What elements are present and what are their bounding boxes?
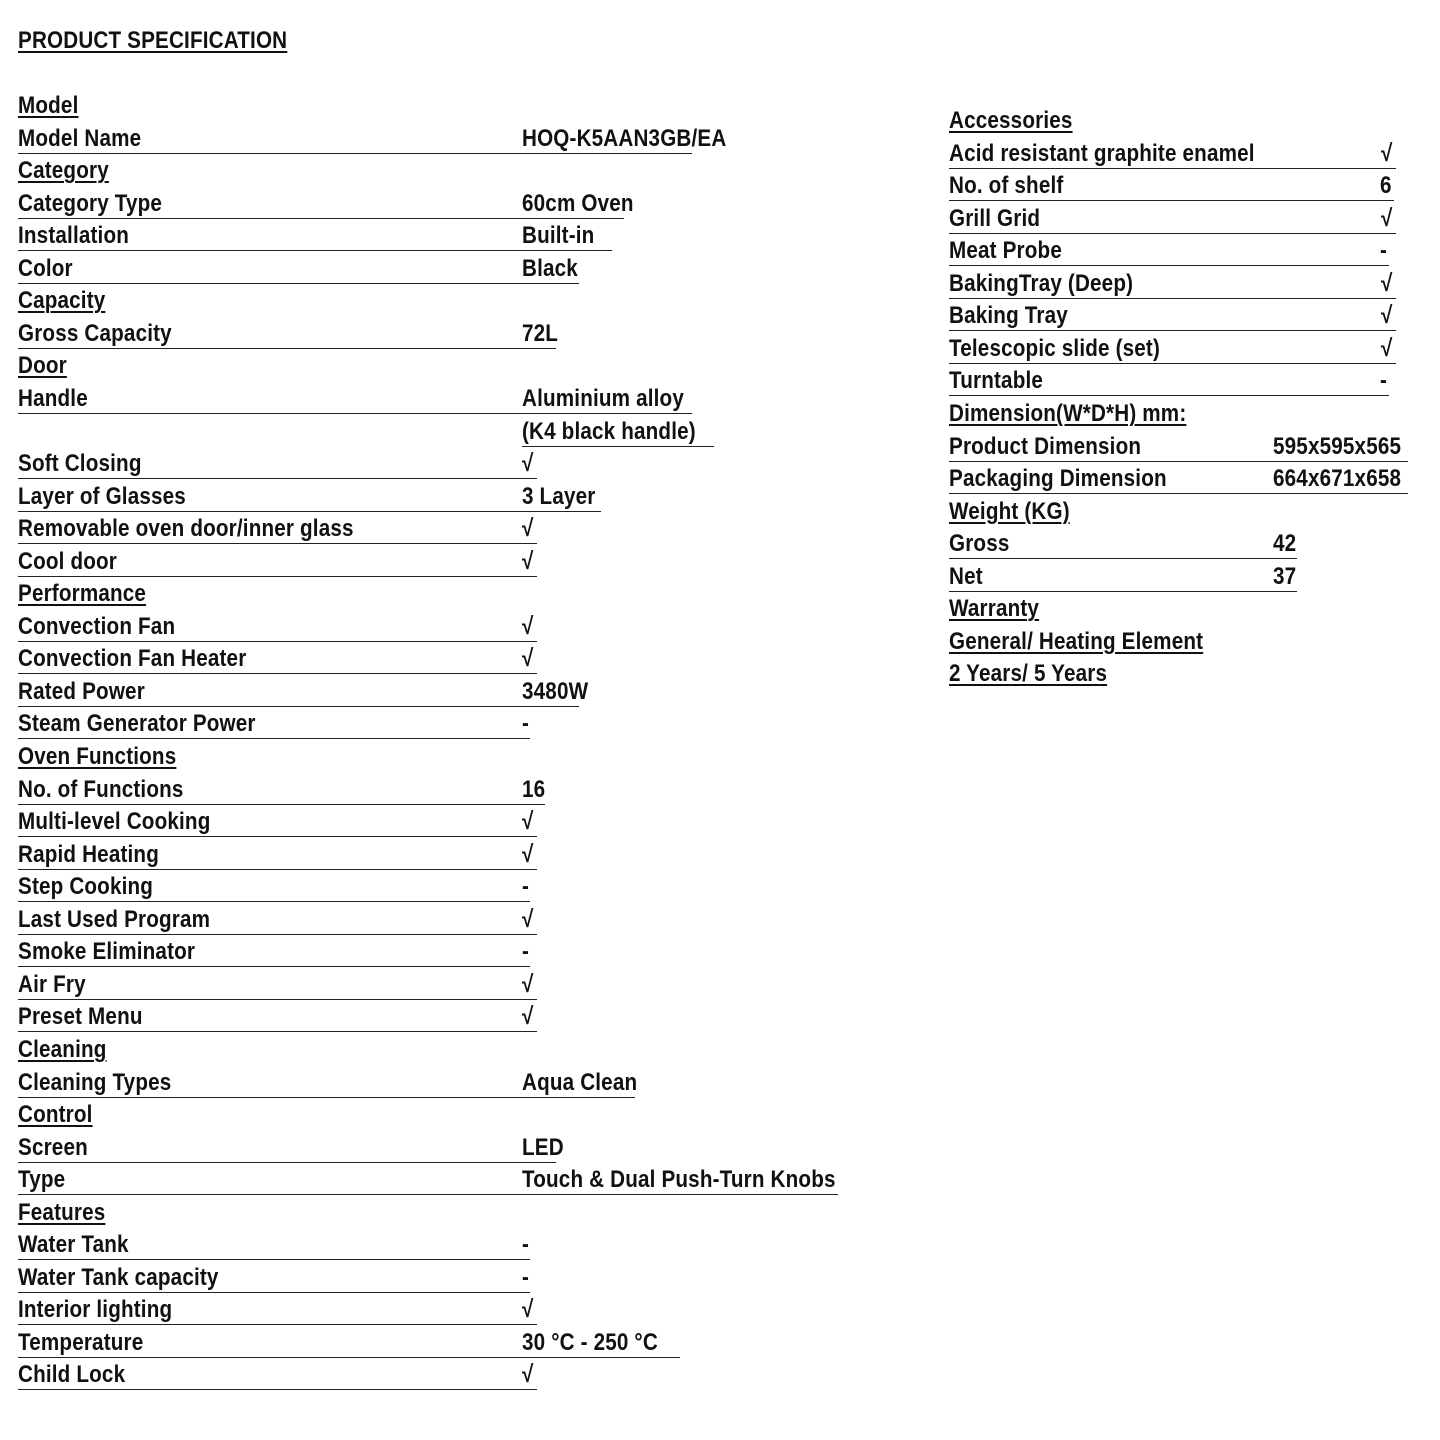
spec-value: - (522, 1263, 530, 1291)
spec-label: Temperature (18, 1328, 144, 1356)
spec-value: √ (1381, 269, 1393, 297)
spec-value: - (1380, 237, 1388, 265)
section-title: Category (18, 157, 109, 185)
row-underline (18, 576, 537, 577)
spec-label: Gross (949, 530, 1010, 558)
spec-value: HOQ-K5AAN3GB/EA (522, 124, 727, 152)
row-underline (18, 1389, 537, 1390)
spec-value: √ (522, 1003, 534, 1031)
row-underline (949, 493, 1408, 494)
section-title: Model (18, 92, 79, 119)
spec-label: Packaging Dimension (949, 465, 1167, 493)
row-underline (18, 804, 545, 805)
spec-value: √ (522, 515, 534, 543)
spec-label: Baking Tray (949, 302, 1068, 330)
section-title: General/ Heating Element (949, 627, 1204, 655)
row-underline (18, 966, 530, 967)
spec-value: 72L (522, 319, 559, 347)
row-underline (18, 836, 537, 837)
spec-value: √ (522, 547, 534, 575)
spec-value: √ (522, 1296, 534, 1324)
spec-label: Interior lighting (18, 1296, 173, 1324)
section-title: Warranty (949, 595, 1040, 623)
row-underline (18, 153, 692, 154)
spec-value: 42 (1273, 530, 1297, 558)
spec-label: Product Dimension (949, 432, 1142, 460)
spec-label: Smoke Eliminator (18, 938, 196, 966)
spec-value: √ (1381, 302, 1393, 330)
row-underline (18, 1031, 537, 1032)
spec-label: Type (18, 1166, 66, 1194)
spec-label: Meat Probe (949, 237, 1062, 265)
section-title: Features (18, 1198, 106, 1226)
spec-value: - (522, 938, 530, 966)
spec-value: √ (522, 905, 534, 933)
spec-value: Built-in (522, 222, 595, 250)
spec-label: Color (18, 254, 73, 282)
spec-label: Rapid Heating (18, 840, 159, 868)
row-underline (18, 738, 530, 739)
spec-value: √ (522, 970, 534, 998)
spec-value: 664x671x658 (1273, 465, 1402, 493)
spec-value: 16 (522, 775, 546, 803)
row-underline (949, 558, 1297, 559)
spec-value: 3480W (522, 677, 589, 705)
spec-value: 595x595x565 (1273, 432, 1402, 460)
spec-label: No. of shelf (949, 172, 1064, 200)
section-title: Accessories (949, 107, 1073, 134)
row-underline (18, 1194, 838, 1195)
spec-label: Telescopic slide (set) (949, 334, 1161, 362)
row-underline (18, 1097, 635, 1098)
spec-label: Multi-level Cooking (18, 808, 211, 836)
spec-label: Removable oven door/inner glass (18, 515, 354, 543)
row-underline (18, 478, 537, 479)
row-underline (18, 218, 624, 219)
row-underline (18, 1162, 556, 1163)
section-title: 2 Years/ 5 Years (949, 660, 1108, 688)
row-underline (18, 706, 579, 707)
spec-label: Layer of Glasses (18, 482, 186, 510)
row-underline (949, 233, 1396, 234)
spec-label: Model Name (18, 124, 142, 152)
row-underline (949, 591, 1297, 592)
row-underline (18, 511, 601, 512)
section-title: Capacity (18, 287, 106, 315)
spec-label: No. of Functions (18, 775, 184, 803)
spec-label: Step Cooking (18, 873, 154, 901)
row-underline (18, 901, 530, 902)
spec-label: Water Tank (18, 1231, 129, 1259)
page-title: PRODUCT SPECIFICATION (18, 27, 288, 54)
section-title: Oven Functions (18, 743, 177, 770)
spec-value: (K4 black handle) (522, 417, 696, 445)
spec-label: Screen (18, 1133, 88, 1161)
spec-label: Convection Fan (18, 612, 176, 640)
row-underline (18, 250, 612, 251)
row-underline (18, 283, 579, 284)
row-underline (522, 446, 714, 447)
row-underline (949, 461, 1408, 462)
spec-value: √ (522, 808, 534, 836)
spec-value: √ (522, 645, 534, 673)
row-underline (18, 1324, 537, 1325)
spec-value: Touch & Dual Push-Turn Knobs (522, 1166, 836, 1194)
spec-value: Aluminium alloy (522, 384, 684, 412)
spec-label: Soft Closing (18, 450, 142, 478)
section-title: Performance (18, 580, 147, 608)
row-underline (18, 348, 556, 349)
spec-value: Black (522, 254, 578, 282)
row-underline (18, 999, 537, 1000)
section-title: Door (18, 352, 67, 380)
spec-value: Aqua Clean (522, 1068, 638, 1096)
spec-value: 60cm Oven (522, 189, 634, 217)
spec-label: Child Lock (18, 1361, 126, 1389)
spec-value: LED (522, 1133, 564, 1161)
spec-value: √ (1381, 204, 1393, 232)
spec-value: 3 Layer (522, 482, 596, 510)
spec-value: √ (522, 1361, 534, 1389)
row-underline (18, 413, 692, 414)
row-underline (18, 934, 537, 935)
row-underline (18, 1259, 530, 1260)
section-title: Cleaning (18, 1035, 107, 1063)
spec-label: Grill Grid (949, 204, 1041, 232)
spec-label: Steam Generator Power (18, 710, 256, 738)
row-underline (949, 330, 1396, 331)
spec-label: Turntable (949, 367, 1044, 395)
spec-label: Net (949, 562, 983, 590)
spec-label: BakingTray (Deep) (949, 269, 1134, 297)
section-title: Control (18, 1101, 93, 1129)
spec-value: 37 (1273, 562, 1297, 590)
spec-label: Convection Fan Heater (18, 645, 247, 673)
spec-value: √ (1381, 139, 1393, 167)
row-underline (949, 298, 1396, 299)
row-underline (18, 1292, 530, 1293)
spec-value: 30 °C - 250 °C (522, 1328, 658, 1356)
row-underline (949, 395, 1389, 396)
spec-label: Handle (18, 384, 88, 412)
section-title: Weight (KG) (949, 497, 1070, 525)
spec-value: - (1380, 367, 1388, 395)
spec-label: Cleaning Types (18, 1068, 172, 1096)
row-underline (949, 363, 1396, 364)
spec-value: - (522, 710, 530, 738)
spec-label: Last Used Program (18, 905, 211, 933)
spec-value: - (522, 873, 530, 901)
spec-label: Acid resistant graphite enamel (949, 139, 1255, 167)
row-underline (18, 641, 537, 642)
spec-label: Water Tank capacity (18, 1263, 219, 1291)
section-title: Dimension(W*D*H) mm: (949, 399, 1187, 427)
spec-label: Category Type (18, 189, 163, 217)
spec-value: √ (522, 450, 534, 478)
row-underline (949, 200, 1394, 201)
spec-label: Air Fry (18, 970, 86, 998)
row-underline (18, 869, 537, 870)
row-underline (949, 168, 1396, 169)
spec-value: - (522, 1231, 530, 1259)
spec-value: √ (1381, 334, 1393, 362)
spec-value: √ (522, 612, 534, 640)
row-underline (18, 543, 537, 544)
row-underline (18, 1357, 680, 1358)
spec-label: Gross Capacity (18, 319, 172, 347)
row-underline (18, 673, 537, 674)
spec-label: Preset Menu (18, 1003, 143, 1031)
row-underline (949, 265, 1389, 266)
spec-label: Rated Power (18, 677, 145, 705)
spec-value: 6 (1380, 172, 1392, 200)
spec-label: Cool door (18, 547, 117, 575)
spec-label: Installation (18, 222, 130, 250)
spec-value: √ (522, 840, 534, 868)
